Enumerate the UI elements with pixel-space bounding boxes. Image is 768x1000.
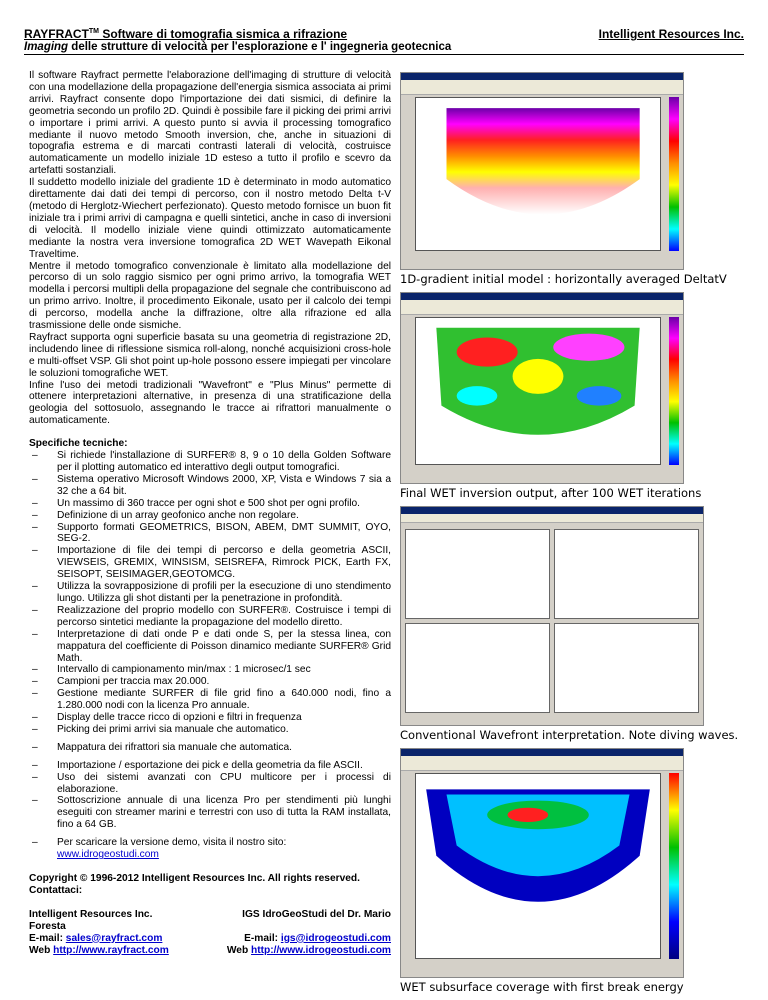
contacts xyxy=(29,909,391,957)
list-item: – Utilizza la sovrapposizione di profili per la esecuzione di uno stendimento lungo. Utilizza gli shot distanti per la penetrazione in profondità. xyxy=(29,581,391,605)
list-item: – Uso dei sistemi avanzati con CPU multicore per i processi di elaborazione. xyxy=(29,772,391,796)
trace-pane xyxy=(405,529,550,619)
web-link[interactable]: http://www.idrogeostudi.com xyxy=(251,944,391,956)
list-item: – Importazione di file dei tempi di percorso e della geometria ASCII, VIEWSEIS, GREMIX, WINSISM, SEISREFA, Rimrock PICK, Earth FX, SEISOPT, SEISIMAGER,GEOTOMCG. xyxy=(29,545,391,581)
list-item: – Mappatura dei rifrattori sia manuale che automatica. xyxy=(29,742,391,754)
wet-plot xyxy=(415,317,661,465)
email-link[interactable]: igs@idrogeostudi.com xyxy=(280,932,391,944)
list-item: – Display delle tracce ricco di opzioni e filtri in frequenza xyxy=(29,712,391,724)
list-item: – Definizione di un array geofonico anche non regolare. xyxy=(29,510,391,522)
email-link[interactable]: sales@rayfract.com xyxy=(65,932,163,944)
list-item: – Campioni per traccia max 20.000. xyxy=(29,676,391,688)
list-item: – Per scaricare la versione demo, visita il nostro sito: www.idrogeostudi.com xyxy=(29,837,391,861)
doc-subtitle: Imaging delle strutture di velocità per l'esplorazione e l' ingegneria geotecnica xyxy=(24,41,744,55)
paragraph: Il suddetto modello iniziale del gradiente 1D è determinato in modo automatico direttamente dai dati dei tempi di percorso, con il nostro metodo Delta t-V (metodo di Herglotz-Wiechert perfezionato). Questo metodo fornisce un buon fit iniziale tra i primi arrivi di campagna e quelli sintetici, anche in caso di inversioni di velocità. Il modello iniziale viene quindi ottimizzato automaticamente mediante la nostra vera inversione tomografica 2D WET Wavepath Eikonal Traveltime. xyxy=(29,177,391,260)
list-item: – Un massimo di 360 tracce per ogni shot e 500 shot per ogni profilo. xyxy=(29,498,391,510)
list-item: – Supporto formati GEOMETRICS, BISON, ABEM, DMT SUMMIT, OYO, SEG-2. xyxy=(29,522,391,546)
figures-column xyxy=(400,72,745,1000)
screenshot-coverage xyxy=(400,748,684,978)
figure-caption: 1D-gradient initial model : horizontally averaged DeltatV xyxy=(400,272,727,286)
copyright: Copyright © 1996-2012 Intelligent Resources Inc. All rights reserved. Contattaci: xyxy=(29,873,360,896)
list-item: – Interpretazione di dati onde P e dati onde S, per la stessa linea, con mappatura del coefficiente di Poisson dinamico mediante SURFER® Grid Math. xyxy=(29,629,391,665)
paragraph: Rayfract supporta ogni superficie basata su una geometria di registrazione 2D, includendo linee di riflessione sismica roll-along, nonché acquisizioni cross-hole e multi-offset VSP. Gli shot point up-hole possono essere impiegati per vincolare le soluzioni tomografiche WET. xyxy=(29,331,391,379)
specs-title: Specifiche tecniche: xyxy=(29,438,128,450)
web-link[interactable]: http://www.rayfract.com xyxy=(53,944,169,956)
list-item: – Sistema operativo Microsoft Windows 2000, XP, Vista e Windows 7 sia a 32 che a 64 bit. xyxy=(29,474,391,498)
coverage-plot xyxy=(415,773,661,959)
list-item: – Gestione mediante SURFER di file grid fino a 640.000 nodi, fino a 1.280.000 nodi con la licenza Pro annuale. xyxy=(29,688,391,712)
screenshot-wavefront xyxy=(400,506,704,726)
doc-title: RAYFRACT™ Software di tomografia sismica a rifrazione xyxy=(24,27,348,41)
figure-caption: Final WET inversion output, after 100 WET iterations xyxy=(400,486,702,500)
paragraph: Mentre il metodo tomografico convenzionale è limitato alla modellazione del percorso di un solo raggio sismico per ogni primo arrivo, la tomografia WET modella i percorsi multipli della propagazione del segnale che contribuiscono ad un primo arrivo. Inoltre, il procedimento Eikonale, usato per il calcolo dei tempi di percorso, modella anche la diffrazione, oltre alla rifrazione ed alla trasmissione delle onde sismiche. xyxy=(29,260,391,332)
list-item: – Realizzazione del proprio modello con SURFER®. Costruisce i tempi di percorso sintetici mediante la propagazione del modello diretto. xyxy=(29,605,391,629)
screenshot-initial-model xyxy=(400,72,684,270)
list-item: – Si richiede l'installazione di SURFER® 8, 9 o 10 della Golden Software per il plotting automatico ed interattivo degli output tomografici. xyxy=(29,450,391,474)
velocity-pane xyxy=(554,529,699,619)
list-item: – Sottoscrizione annuale di una licenza Pro per stendimenti più lunghi eseguiti con streamer marini e terrestri con uso di tutta la RAM installata, fino a 64 GB. xyxy=(29,795,391,831)
company-name: Intelligent Resources Inc. xyxy=(598,27,744,41)
contact-igs: IGS IdroGeoStudi del Dr. Mario E-mail: igs@idrogeostudi.com Web http://www.idrogeostudi.com xyxy=(226,908,391,956)
figure-caption: Conventional Wavefront interpretation. Note diving waves. xyxy=(400,728,739,742)
figure-caption: WET subsurface coverage with first break energy xyxy=(400,980,684,994)
demo-link[interactable]: www.idrogeostudi.com xyxy=(57,849,159,861)
gradient-plot xyxy=(415,97,661,251)
screenshot-wet-inversion xyxy=(400,292,684,484)
specs-list xyxy=(29,450,391,861)
page-header xyxy=(24,27,744,55)
list-item: – Intervallo di campionamento min/max : 1 microsec/1 sec xyxy=(29,664,391,676)
raypath-pane xyxy=(554,623,699,713)
contact-rayfract: Intelligent Resources Inc. Foresta E-mail: sales@rayfract.com Web http://www.rayfract.com xyxy=(29,908,169,956)
left-column xyxy=(29,70,391,956)
list-item: – Importazione / esportazione dei pick e della geometria da file ASCII. xyxy=(29,760,391,772)
traveltime-pane xyxy=(405,623,550,713)
list-item: – Picking dei primi arrivi sia manuale che automatico. xyxy=(29,724,391,736)
paragraph: Il software Rayfract permette l'elaborazione dell'imaging di strutture di velocità con una modellazione della propagazione dell'energia sismica associata ai primi arrivi. Rayfract consente dopo l'importazione dei dati sismici, di definire la geometria secondo un profilo 2D. Quindi è possibile fare il picking dei primi arrivi o importare i primi arrivi. A questo punto si avvia il processing tomografico mediante il nuovo metodo Smooth inversion, che, anche in situazioni di topografia estrema e di marcati contrasti laterali di velocità, costruisce automaticamente un modello iniziale 1D esteso a tutto il profilo e scevro da artefatti sostanziali. xyxy=(29,70,391,177)
paragraph: Infine l'uso dei metodi tradizionali "Wavefront" e "Plus Minus" permette di ottenere interpretazioni alternative, in presenza di una stratificazione della geologia del sottosuolo, assegnando le tracce ai rifrattori manualmente o automaticamente. xyxy=(29,379,391,427)
